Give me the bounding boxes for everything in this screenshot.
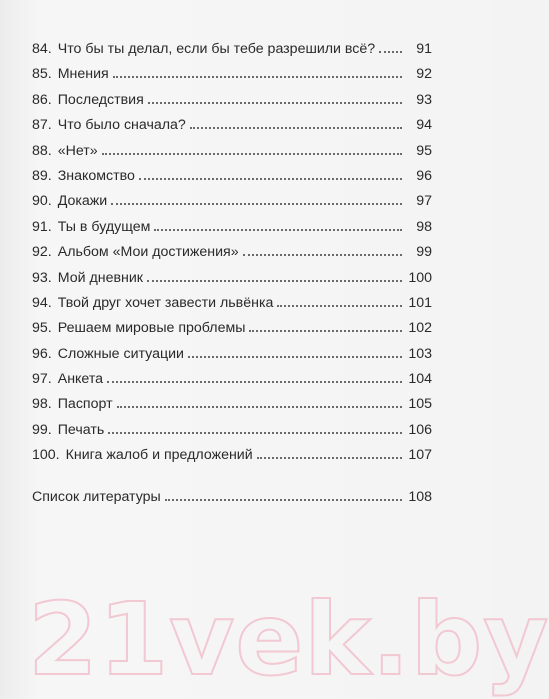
toc-entry-85 — [32, 65, 432, 90]
dot-leader — [147, 280, 402, 282]
toc-entry-95 — [32, 319, 432, 344]
dot-leader — [111, 203, 402, 205]
toc-entry-title: Книга жалоб и предложений — [65, 447, 253, 464]
toc-entry-title: Ты в будущем — [57, 218, 151, 235]
toc-entry-number: 84. — [32, 41, 52, 57]
toc-entry-title: Анкета — [57, 371, 104, 388]
toc-entry-88 — [32, 142, 432, 167]
toc-entry-number: 90. — [32, 193, 52, 210]
toc-entry-bibliography — [32, 488, 432, 513]
toc-entry-number: 100. — [32, 447, 60, 464]
dot-leader — [154, 229, 402, 231]
toc-entry-97 — [32, 370, 432, 395]
toc-entry-99 — [32, 421, 432, 446]
toc-entry-title: Докажи — [57, 193, 108, 210]
toc-entry-page: 103 — [408, 345, 432, 362]
toc-entry-page: 104 — [408, 371, 432, 388]
toc-entry-92 — [32, 243, 432, 268]
toc-entry-title: Последствия — [57, 91, 144, 108]
toc-entry-number: 95. — [32, 320, 52, 337]
dot-leader — [165, 499, 402, 501]
toc-entry-page: 99 — [416, 244, 432, 261]
toc-entry-number: 92. — [32, 244, 52, 261]
toc-entry-96 — [32, 345, 432, 370]
table-of-contents — [32, 40, 432, 513]
dot-leader — [108, 432, 402, 434]
toc-entry-number: 99. — [32, 421, 52, 438]
toc-entry-page: 93 — [416, 91, 432, 108]
toc-entry-title: Знакомство — [57, 167, 135, 184]
toc-entry-page: 107 — [408, 447, 432, 464]
toc-entry-page: 102 — [408, 320, 432, 337]
dot-leader — [139, 178, 402, 180]
toc-entry-84 — [32, 40, 432, 65]
toc-entry-page: 97 — [416, 193, 432, 210]
toc-entry-page: 106 — [408, 421, 432, 438]
dot-leader — [379, 51, 402, 53]
toc-entry-number: 94. — [32, 294, 52, 311]
toc-entry-page: 105 — [408, 396, 432, 413]
toc-entry-number: 87. — [32, 117, 52, 134]
toc-entry-number: 86. — [32, 91, 52, 108]
toc-entry-89 — [32, 167, 432, 192]
toc-entry-page: 100 — [408, 269, 432, 286]
toc-entry-page: 91 — [416, 41, 432, 57]
toc-entry-number: 89. — [32, 167, 52, 184]
toc-entry-94 — [32, 294, 432, 319]
toc-entry-title: Твой друг хочет завести львёнка — [57, 294, 274, 311]
toc-entry-86 — [32, 91, 432, 116]
toc-entry-number: 91. — [32, 218, 52, 235]
toc-entry-title: Альбом «Мои достижения» — [57, 244, 239, 261]
toc-entry-number: 97. — [32, 371, 52, 388]
toc-entry-98 — [32, 395, 432, 420]
toc-entry-number: 88. — [32, 142, 52, 159]
toc-entry-number: 93. — [32, 269, 52, 286]
toc-entry-title: Решаем мировые проблемы — [57, 320, 246, 337]
toc-entry-page: 96 — [416, 167, 432, 184]
dot-leader — [243, 254, 402, 256]
dot-leader — [257, 457, 402, 459]
toc-entry-page: 94 — [416, 117, 432, 134]
toc-entry-title: Что было сначала? — [57, 117, 186, 134]
watermark-logo: 21vek.by — [28, 581, 549, 698]
toc-entry-title: Мнения — [57, 66, 109, 83]
toc-entry-87 — [32, 116, 432, 141]
toc-entry-page: 108 — [408, 488, 432, 505]
toc-entry-page: 101 — [408, 294, 432, 311]
dot-leader — [249, 330, 402, 332]
toc-entry-93 — [32, 269, 432, 294]
toc-entry-title: Паспорт — [57, 396, 113, 413]
toc-entry-page: 95 — [416, 142, 432, 159]
toc-entry-page: 92 — [416, 66, 432, 83]
dot-leader — [148, 102, 402, 104]
toc-entry-title: Мой дневник — [57, 269, 143, 286]
toc-entry-90 — [32, 192, 432, 217]
toc-entry-number: 96. — [32, 345, 52, 362]
dot-leader — [113, 76, 402, 78]
dot-leader — [107, 381, 402, 383]
toc-entry-title: «Нет» — [57, 142, 98, 159]
toc-entry-number: 85. — [32, 66, 52, 83]
toc-entry-title: Печать — [57, 421, 105, 438]
toc-entry-100 — [32, 446, 432, 471]
toc-entry-title: Что бы ты делал, если бы тебе разрешили всё? — [57, 41, 376, 57]
dot-leader — [277, 305, 402, 307]
dot-leader — [117, 406, 402, 408]
toc-entry-91 — [32, 218, 432, 243]
toc-entry-title: Сложные ситуации — [57, 345, 184, 362]
toc-entry-title: Список литературы — [32, 488, 161, 505]
dot-leader — [102, 153, 402, 155]
dot-leader — [190, 127, 402, 129]
toc-entry-number: 98. — [32, 396, 52, 413]
dot-leader — [188, 356, 402, 358]
toc-entry-page: 98 — [416, 218, 432, 235]
